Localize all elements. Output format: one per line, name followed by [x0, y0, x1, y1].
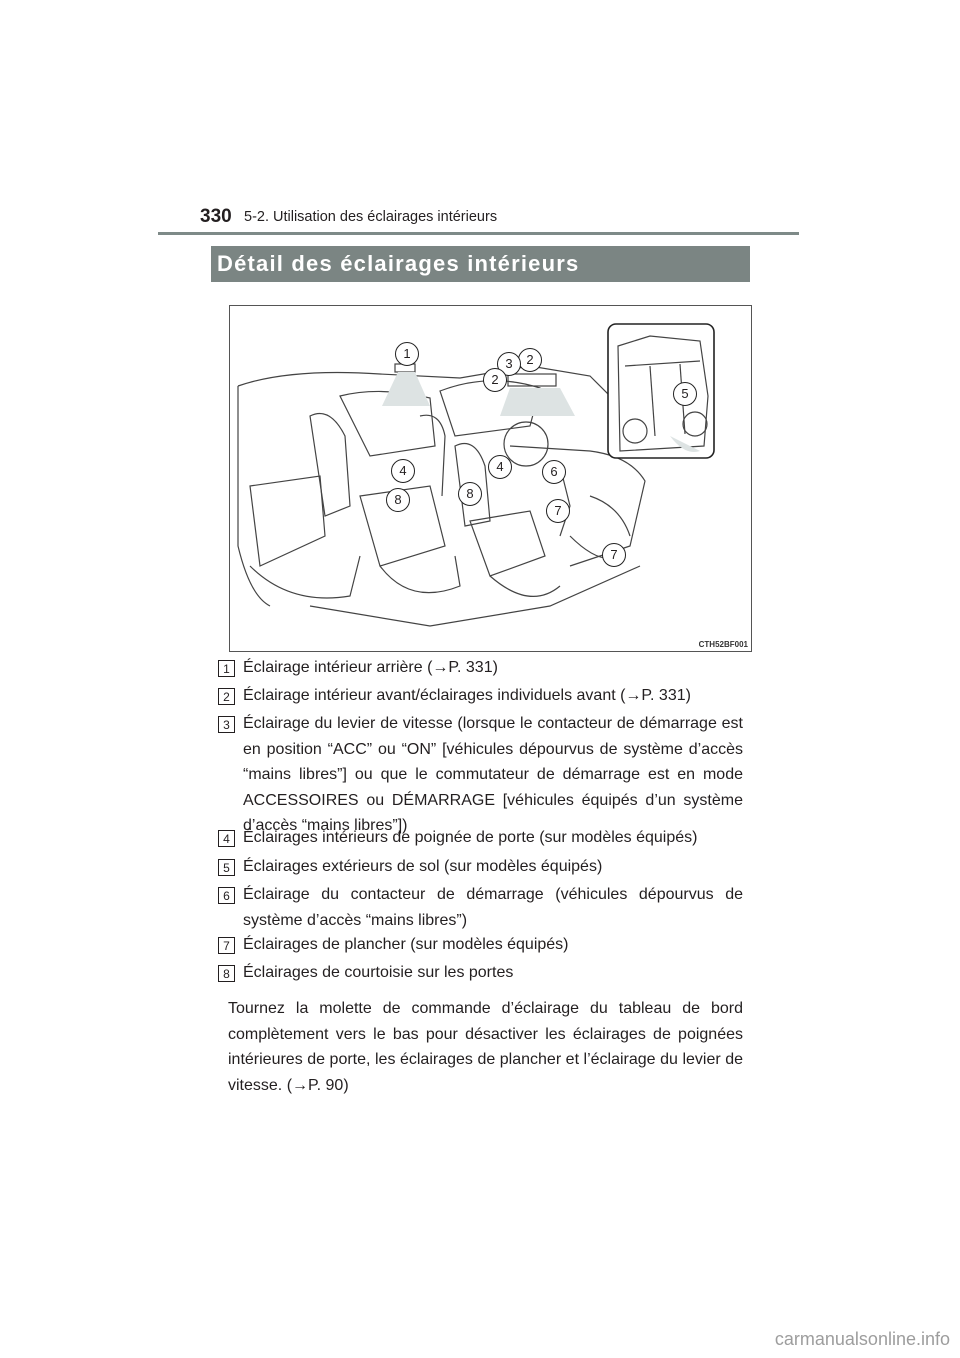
section-title: Détail des éclairages intérieurs — [217, 251, 580, 276]
item-number: 4 — [218, 830, 235, 847]
callout-7: 7 — [546, 499, 570, 523]
list-item: Éclairages extérieurs de sol (sur modèles équipés) — [243, 858, 603, 875]
page-number: 330 — [200, 206, 232, 227]
callout-3: 3 — [497, 352, 521, 376]
callout-8: 8 — [458, 482, 482, 506]
callout-2: 2 — [518, 348, 542, 372]
callout-4: 4 — [391, 459, 415, 483]
header-rule — [158, 232, 799, 235]
list-item: Éclairage du levier de vitesse (lorsque le contacteur de démarrage est en position “ACC” ou “ON” [véhicules dépourvus de système d’accès “mains libres”] ou que le commutateur de démarrage est en mode ACCESSOIRES ou DÉMARRAGE [véhicules équipés d’un système d’accès “mains libres”]) — [243, 715, 743, 834]
list-item: Éclairage du contacteur de démarrage (véhicules dépourvus de système d’accès “mains libres”) — [243, 886, 743, 929]
list-item: Éclairages de plancher (sur modèles équipés) — [243, 936, 569, 953]
list-item: Éclairage intérieur arrière (→P. 331) — [243, 659, 498, 676]
item-number: 6 — [218, 887, 235, 904]
figure-code: CTH52BF001 — [698, 640, 748, 649]
list-item: Éclairages intérieurs de poignée de porte (sur modèles équipés) — [243, 829, 698, 846]
vehicle-interior-illustration — [230, 306, 751, 651]
item-number: 8 — [218, 965, 235, 982]
callout-6: 6 — [542, 460, 566, 484]
note-paragraph: Tournez la molette de commande d’éclairage du tableau de bord complètement vers le bas pour désactiver les éclairages de poignées intérieures de porte, les éclairages de plancher et l’éclairage du levier de vitesse. (→P. 90) — [228, 1000, 743, 1094]
callout-2: 2 — [483, 368, 507, 392]
watermark: carmanualsonline.info — [774, 1329, 950, 1349]
callout-7: 7 — [602, 543, 626, 567]
item-number: 7 — [218, 937, 235, 954]
callout-1: 1 — [395, 342, 419, 366]
list-item: Éclairages de courtoisie sur les portes — [243, 964, 514, 981]
item-number: 3 — [218, 716, 235, 733]
list-item: Éclairage intérieur avant/éclairages individuels avant (→P. 331) — [243, 687, 691, 704]
interior-lights-figure — [229, 305, 752, 652]
item-number: 5 — [218, 859, 235, 876]
callout-5: 5 — [673, 382, 697, 406]
item-number: 2 — [218, 688, 235, 705]
item-number: 1 — [218, 660, 235, 677]
callout-4: 4 — [488, 455, 512, 479]
callout-8: 8 — [386, 488, 410, 512]
running-header: 5-2. Utilisation des éclairages intérieurs — [244, 209, 498, 225]
